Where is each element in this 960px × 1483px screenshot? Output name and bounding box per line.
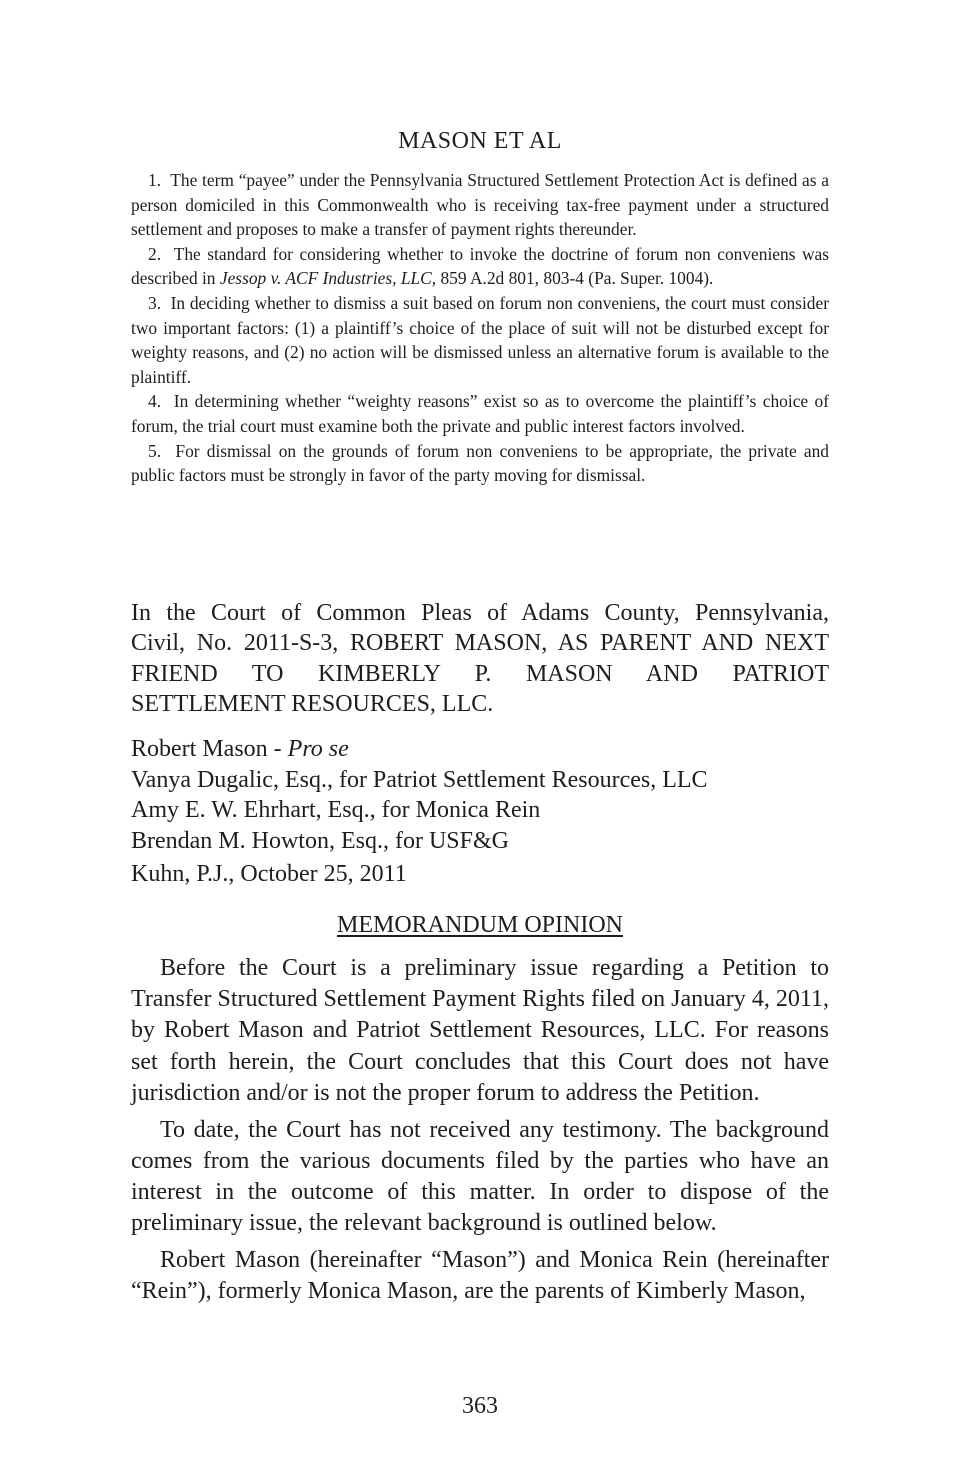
body-paragraph: Before the Court is a preliminary issue regarding a Petition to Transfer Structured Settlement Payment Rights filed on January 4, 2011, by Robert Mason and Patriot Settlement Resources, LLC. For reasons set forth herein, the Court concludes that this Court does not have jurisdiction and/or is not the proper forum to address the Petition.: [131, 955, 829, 1106]
headnote-text: 859 A.2d 801, 803-4 (Pa. Super. 1004).: [436, 268, 714, 289]
headnote-5: [131, 439, 829, 488]
opinion-title-text: MEMORANDUM OPINION: [336, 912, 623, 938]
opinion-title: [0, 912, 960, 939]
headnote-number: 3.: [148, 292, 162, 313]
case-caption: [131, 598, 829, 720]
headnote-text: For dismissal on the grounds of forum non conveniens to be appropriate, the private and public factors must be strongly in favor of the party moving for dismissal.: [131, 440, 829, 486]
headnote-4: [131, 389, 829, 438]
judge-date: Kuhn, P.J., October 25, 2011: [131, 861, 407, 887]
headnote-number: 5.: [148, 440, 162, 461]
headnote-text: The term “payee” under the Pennsylvania Structured Settlement Protection Act is defined as a person domiciled in this Commonwealth who is receiving tax-free payment under a structured settlement and proposes to make a transfer of payment rights thereunder.: [131, 170, 830, 240]
counsel-list: [131, 734, 829, 856]
pro-se-party: Robert Mason -: [131, 736, 288, 762]
headnote-number: 1.: [148, 170, 162, 190]
headnote-text: The standard for considering whether to invoke the doctrine of forum non conveniens was described in: [131, 243, 829, 289]
counsel-line: Vanya Dugalic, Esq., for Patriot Settlement Resources, LLC: [131, 766, 708, 793]
headnote-2: [131, 242, 829, 291]
counsel-line: Amy E. W. Ehrhart, Esq., for Monica Rein: [131, 797, 541, 823]
opinion-body: [131, 953, 829, 1313]
pro-se-label: Pro se: [287, 736, 349, 762]
headnote-number: 2.: [148, 243, 162, 264]
headnote-1: [131, 168, 829, 242]
headnote-3: [131, 291, 829, 389]
caption-line: Civil, No. 2011-S-3, ROBERT MASON, AS PARENT AND NEXT: [131, 630, 829, 657]
counsel-line: Brendan M. Howton, Esq., for USF&G: [131, 827, 509, 854]
running-head: MASON ET AL: [398, 128, 562, 154]
headnote-text: In deciding whether to dismiss a suit based on forum non conveniens, the court must consider two important factors: (1) a plaintiff’s choice of the place of suit will not be disturbed except for weighty reasons, and (2) no action will be dismissed unless an alternative forum is available to the plaintiff.: [131, 292, 829, 387]
caption-line: SETTLEMENT RESOURCES, LLC.: [131, 691, 494, 718]
caption-line: FRIEND TO KIMBERLY P. MASON AND PATRIOT: [131, 660, 829, 687]
case-citation: Jessop v. ACF Industries, LLC,: [219, 268, 437, 289]
page-number: 363: [462, 1393, 498, 1419]
headnotes: [131, 168, 829, 488]
headnote-number: 4.: [148, 391, 162, 412]
body-paragraph: To date, the Court has not received any testimony. The background comes from the various documents filed by the parties who have an interest in the outcome of this matter. In order to dispose of the preliminary issue, the relevant background is outlined below.: [131, 1116, 829, 1237]
body-paragraph: Robert Mason (hereinafter “Mason”) and Monica Rein (hereinafter “Rein”), formerly Monica Mason, are the parents of Kimberly Mason,: [131, 1246, 829, 1305]
headnote-text: In determining whether “weighty reasons” exist so as to overcome the plaintiff’s choice of forum, the trial court must examine both the private and public interest factors involved.: [131, 391, 829, 436]
caption-line: In the Court of Common Pleas of Adams County, Pennsylvania,: [131, 600, 829, 626]
counsel-pro-se: [131, 734, 829, 765]
